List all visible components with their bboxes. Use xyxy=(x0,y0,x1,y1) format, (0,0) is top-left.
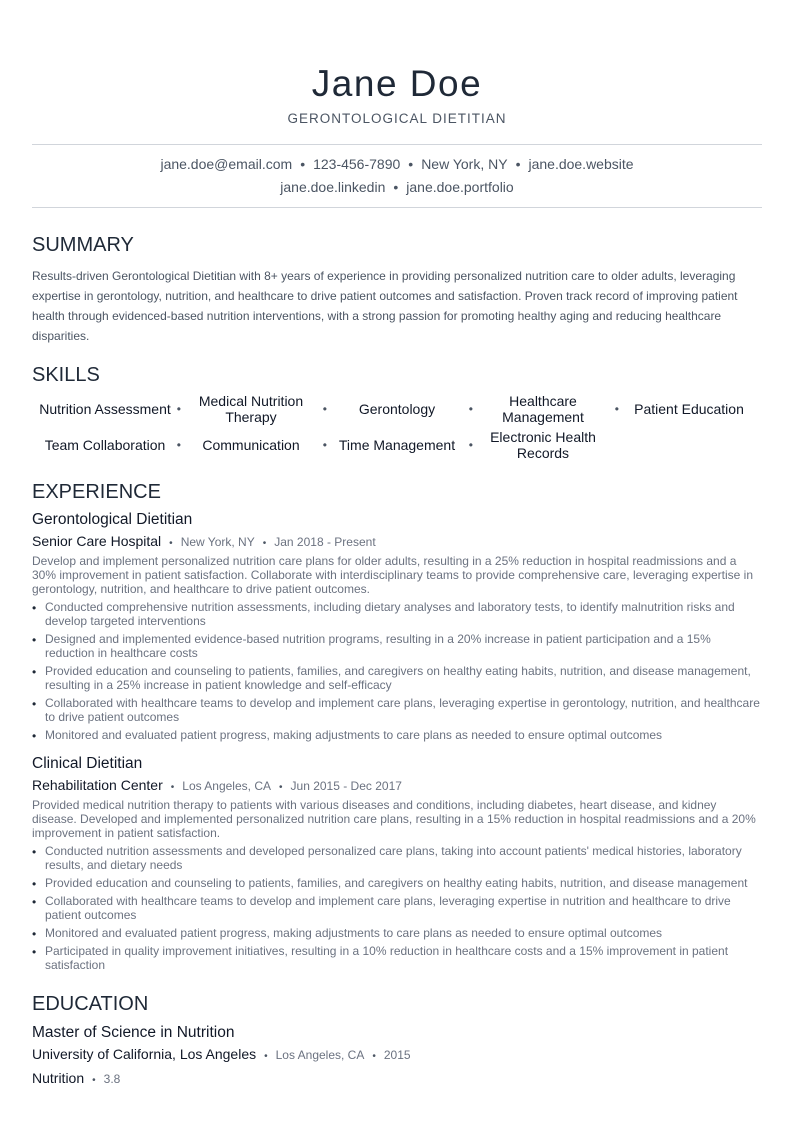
list-item: • Provided education and counseling to patients, families, and caregivers on healthy eating habits, nutrition, and disease management, resulting in a 25% increase in patient knowledge and self-efficacy xyxy=(32,664,762,692)
separator-dot: • xyxy=(169,538,173,549)
skill-item: Healthcare Management • xyxy=(470,393,616,425)
contact-line-1 xyxy=(32,153,762,176)
separator-dot: • xyxy=(262,538,267,549)
skill-item: Team Collaboration • xyxy=(32,429,178,461)
gpa-value: 3.8 xyxy=(103,1072,121,1086)
separator-dot: • xyxy=(170,782,175,793)
email-link[interactable]: jane.doe@email.com xyxy=(160,156,293,172)
website-link[interactable]: jane.doe.website xyxy=(528,156,634,172)
list-item: • Conducted nutrition assessments and developed personalized care plans, taking into account patients' medical histories, laboratory results, and dietary needs xyxy=(32,844,762,872)
divider-bottom xyxy=(32,207,762,208)
job-entry xyxy=(32,510,762,742)
summary-text: Results-driven Gerontological Dietitian with 8+ years of experience in providing personalized nutrition care to older adults, leveraging expertise in gerontology, nutrition, and healthcare to drive patient outcomes and satisfaction. Proven track record of improving patient health through evidenced-based nutrition interventions, with a strong passion for promoting healthy aging and reducing healthcare disparities. xyxy=(32,269,738,343)
separator-dot: • xyxy=(92,1075,96,1086)
job-entry xyxy=(32,754,762,972)
separator-dot: • xyxy=(515,156,521,172)
list-item: • Conducted comprehensive nutrition assessments, including dietary analyses and laboratory tests, to identify malnutrition risks and develop targeted interventions xyxy=(32,600,762,628)
job-location: Los Angeles, CA xyxy=(182,779,271,793)
skill-item: Medical Nutrition Therapy • xyxy=(178,393,324,425)
separator-dot: • xyxy=(372,1051,376,1062)
job-meta xyxy=(32,531,762,554)
degree-title: Master of Science in Nutrition xyxy=(32,1024,235,1041)
skills-list xyxy=(32,393,762,461)
education-meta xyxy=(32,1044,762,1067)
list-item: • Collaborated with healthcare teams to develop and implement care plans, leveraging expertise in nutrition and healthcare to drive patient outcomes xyxy=(32,894,762,922)
skill-item: Nutrition Assessment • xyxy=(32,393,178,425)
skill-item: Electronic Health Records xyxy=(490,429,596,461)
job-dates: Jun 2015 - Dec 2017 xyxy=(290,779,402,793)
separator-dot: • xyxy=(300,156,306,172)
job-location: New York, NY xyxy=(180,535,255,549)
job-description: Develop and implement personalized nutrition care plans for older adults, resulting in a 25% reduction in hospital readmissions and a 30% improvement in patient satisfaction. Collaborate with interdisciplinary teams to provide comprehensive care, leveraging expertise in gerontology, nutrition, and healthcare to drive patient outcomes. xyxy=(32,554,754,596)
location-text: New York, NY xyxy=(421,156,508,172)
candidate-name: Jane Doe xyxy=(311,63,483,104)
skills-heading: SKILLS xyxy=(32,364,100,386)
list-item: • Monitored and evaluated patient progress, making adjustments to care plans as needed to ensure optimal outcomes xyxy=(32,728,762,742)
field-of-study: Nutrition xyxy=(32,1070,85,1086)
graduation-year: 2015 xyxy=(383,1048,411,1062)
experience-heading: EXPERIENCE xyxy=(32,481,161,503)
education-heading: EDUCATION xyxy=(32,993,149,1015)
school-location: Los Angeles, CA xyxy=(275,1048,365,1062)
job-meta xyxy=(32,775,762,798)
separator-dot: • xyxy=(408,156,414,172)
job-title: Clinical Dietitian xyxy=(32,755,143,772)
skill-item: Communication • xyxy=(178,429,324,461)
separator-dot: • xyxy=(264,1051,268,1062)
company-name: Rehabilitation Center xyxy=(32,777,163,793)
contact-info xyxy=(32,145,762,207)
separator-dot: • xyxy=(393,179,399,195)
job-bullets xyxy=(32,844,762,972)
phone-number[interactable]: 123-456-7890 xyxy=(313,156,401,172)
skill-item: Time Management • xyxy=(324,429,470,461)
contact-line-2 xyxy=(32,176,762,199)
job-description: Provided medical nutrition therapy to patients with various diseases and conditions, including diabetes, heart disease, and kidney disease. Developed and implemented personalized nutrition care plans, resulting in a 15% reduction in hospital readmissions and a 20% improvement in patient satisfaction. xyxy=(32,798,756,840)
portfolio-link[interactable]: jane.doe.portfolio xyxy=(406,179,514,195)
company-name: Senior Care Hospital xyxy=(32,533,162,549)
list-item: • Participated in quality improvement initiatives, resulting in a 10% reduction in healthcare costs and a 15% improvement in patient satisfaction xyxy=(32,944,762,972)
skill-item: Patient Education xyxy=(634,401,744,417)
job-dates: Jan 2018 - Present xyxy=(274,535,376,549)
summary-heading: SUMMARY xyxy=(32,234,134,256)
skill-item: Gerontology • xyxy=(324,393,470,425)
job-bullets xyxy=(32,600,762,742)
separator-dot: • xyxy=(279,782,283,793)
job-title-heading: GERONTOLOGICAL DIETITIAN xyxy=(287,111,507,126)
education-field xyxy=(32,1068,762,1091)
list-item: • Monitored and evaluated patient progress, making adjustments to care plans as needed to ensure optimal outcomes xyxy=(32,926,762,940)
list-item: • Provided education and counseling to patients, families, and caregivers on healthy eating habits, nutrition, and disease management xyxy=(32,876,762,890)
job-title: Gerontological Dietitian xyxy=(32,511,193,528)
list-item: • Designed and implemented evidence-based nutrition programs, resulting in a 20% increase in patient participation and a 15% reduction in healthcare costs xyxy=(32,632,762,660)
list-item: • Collaborated with healthcare teams to develop and implement care plans, leveraging expertise in gerontology, nutrition, and healthcare to drive patient outcomes xyxy=(32,696,762,724)
school-name: University of California, Los Angeles xyxy=(32,1046,257,1062)
linkedin-link[interactable]: jane.doe.linkedin xyxy=(280,179,386,195)
